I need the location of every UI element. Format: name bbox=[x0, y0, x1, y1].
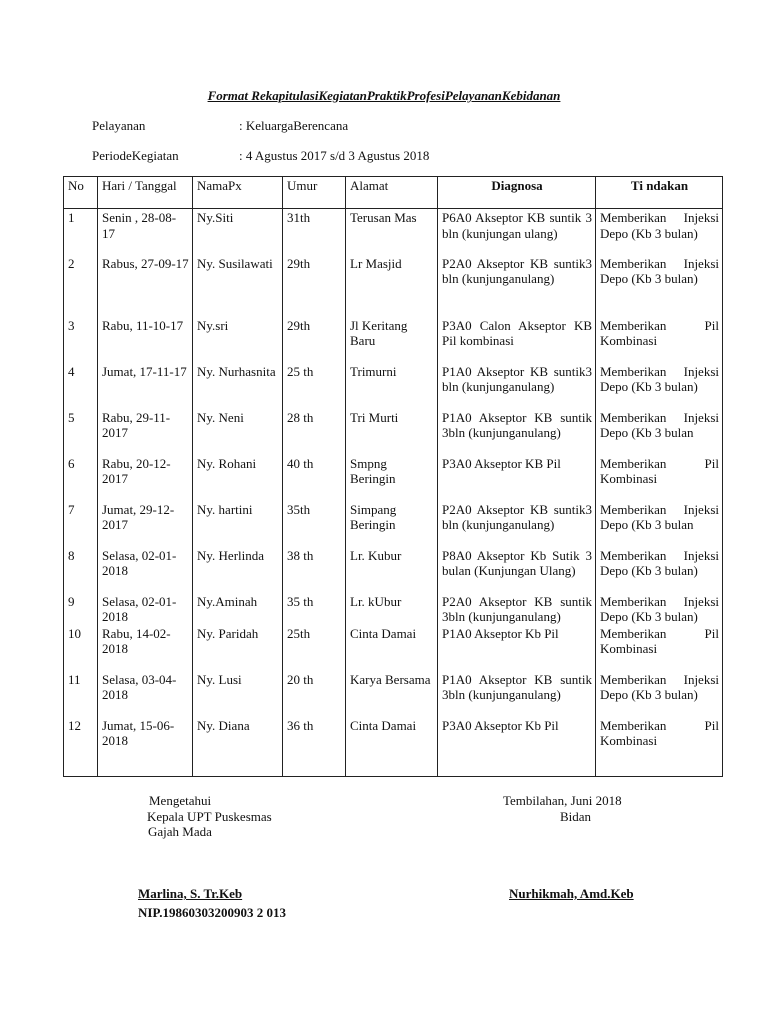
header-no: No bbox=[64, 177, 98, 209]
cell-nama: Ny. Nurhasnita bbox=[193, 363, 283, 409]
empty-cell bbox=[64, 763, 98, 777]
table-row bbox=[64, 455, 723, 501]
cell-tindakan: Memberikan Pil Kombinasi bbox=[596, 455, 723, 501]
header-diagnosa: Diagnosa bbox=[438, 177, 596, 209]
table-row bbox=[64, 625, 723, 671]
meta-label: PeriodeKegiatan bbox=[92, 148, 179, 163]
table-spacer-row bbox=[64, 763, 723, 777]
cell-tindakan: Memberikan Injeksi Depo (Kb 3 bulan) bbox=[596, 547, 723, 593]
meta-row-pelayanan bbox=[92, 118, 348, 134]
table-row bbox=[64, 593, 723, 625]
cell-diagnosa: P3A0 Akseptor KB Pil bbox=[438, 455, 596, 501]
signature-left-line: Kepala UPT Puskesmas bbox=[147, 808, 272, 824]
cell-no: 3 bbox=[64, 317, 98, 363]
table-row bbox=[64, 409, 723, 455]
cell-diagnosa: P8A0 Akseptor Kb Sutik 3 bulan (Kunjungan Ulang) bbox=[438, 547, 596, 593]
cell-nama: Ny. hartini bbox=[193, 501, 283, 547]
cell-tindakan: Memberikan Injeksi Depo (Kb 3 bulan) bbox=[596, 671, 723, 717]
cell-diagnosa: P3A0 Akseptor Kb Pil bbox=[438, 717, 596, 763]
cell-umur: 28 th bbox=[283, 409, 346, 455]
cell-hari-tanggal: Jumat, 29-12-2017 bbox=[98, 501, 193, 547]
cell-no: 5 bbox=[64, 409, 98, 455]
cell-umur: 35th bbox=[283, 501, 346, 547]
cell-nama: Ny. Lusi bbox=[193, 671, 283, 717]
cell-tindakan: Memberikan Injeksi Depo (Kb 3 bulan bbox=[596, 409, 723, 455]
cell-umur: 38 th bbox=[283, 547, 346, 593]
empty-cell bbox=[596, 763, 723, 777]
cell-hari-tanggal: Senin , 28-08-17 bbox=[98, 209, 193, 255]
cell-no: 4 bbox=[64, 363, 98, 409]
cell-tindakan: Memberikan Injeksi Depo (Kb 3 bulan) bbox=[596, 363, 723, 409]
table-header-row bbox=[64, 177, 723, 209]
signature-right-block bbox=[503, 793, 622, 824]
cell-tindakan: Memberikan Pil Kombinasi bbox=[596, 717, 723, 763]
cell-hari-tanggal: Rabus, 27-09-17 bbox=[98, 255, 193, 317]
cell-alamat: Jl Keritang Baru bbox=[346, 317, 438, 363]
cell-alamat: Lr Masjid bbox=[346, 255, 438, 317]
cell-tindakan: Memberikan Injeksi Depo (Kb 3 bulan) bbox=[596, 255, 723, 317]
cell-nama: Ny. Neni bbox=[193, 409, 283, 455]
cell-umur: 35 th bbox=[283, 593, 346, 625]
table-row bbox=[64, 501, 723, 547]
cell-no: 8 bbox=[64, 547, 98, 593]
cell-umur: 31th bbox=[283, 209, 346, 255]
cell-nama: Ny. Rohani bbox=[193, 455, 283, 501]
cell-alamat: Lr. kUbur bbox=[346, 593, 438, 625]
cell-alamat: Lr. Kubur bbox=[346, 547, 438, 593]
cell-tindakan: Memberikan Injeksi Depo (Kb 3 bulan) bbox=[596, 209, 723, 255]
table-row bbox=[64, 209, 723, 255]
signature-left-nip: NIP.19860303200903 2 013 bbox=[138, 905, 286, 920]
table-row bbox=[64, 317, 723, 363]
cell-nama: Ny. Susilawati bbox=[193, 255, 283, 317]
cell-nama: Ny. Diana bbox=[193, 717, 283, 763]
cell-nama: Ny. Herlinda bbox=[193, 547, 283, 593]
empty-cell bbox=[346, 763, 438, 777]
header-alamat: Alamat bbox=[346, 177, 438, 209]
cell-alamat: Cinta Damai bbox=[346, 625, 438, 671]
cell-hari-tanggal: Selasa, 02-01-2018 bbox=[98, 593, 193, 625]
cell-nama: Ny.sri bbox=[193, 317, 283, 363]
cell-nama: Ny. Paridah bbox=[193, 625, 283, 671]
table-row bbox=[64, 255, 723, 317]
cell-alamat: Karya Bersama bbox=[346, 671, 438, 717]
cell-alamat: Smpng Beringin bbox=[346, 455, 438, 501]
empty-cell bbox=[193, 763, 283, 777]
cell-diagnosa: P2A0 Akseptor KB suntik3 bln (kunjunganulang) bbox=[438, 501, 596, 547]
meta-label: Pelayanan bbox=[92, 118, 146, 133]
cell-hari-tanggal: Rabu, 11-10-17 bbox=[98, 317, 193, 363]
document-title: Format RekapitulasiKegiatanPraktikProfesiPelayananKebidanan bbox=[207, 88, 561, 103]
cell-umur: 40 th bbox=[283, 455, 346, 501]
cell-no: 2 bbox=[64, 255, 98, 317]
rekap-table bbox=[63, 176, 723, 777]
cell-alamat: Simpang Beringin bbox=[346, 501, 438, 547]
cell-hari-tanggal: Rabu, 20-12-2017 bbox=[98, 455, 193, 501]
cell-no: 10 bbox=[64, 625, 98, 671]
cell-alamat: Trimurni bbox=[346, 363, 438, 409]
cell-hari-tanggal: Selasa, 03-04-2018 bbox=[98, 671, 193, 717]
table-row bbox=[64, 363, 723, 409]
cell-umur: 29th bbox=[283, 255, 346, 317]
empty-cell bbox=[98, 763, 193, 777]
empty-cell bbox=[283, 763, 346, 777]
table-body bbox=[64, 209, 723, 777]
table-row bbox=[64, 547, 723, 593]
table-row bbox=[64, 717, 723, 763]
meta-value: : KeluargaBerencana bbox=[239, 118, 349, 133]
signature-right-place-date: Tembilahan, Juni 2018 bbox=[503, 793, 622, 808]
signature-left-block bbox=[149, 793, 272, 840]
cell-nama: Ny.Siti bbox=[193, 209, 283, 255]
cell-umur: 25 th bbox=[283, 363, 346, 409]
cell-hari-tanggal: Jumat, 17-11-17 bbox=[98, 363, 193, 409]
cell-umur: 29th bbox=[283, 317, 346, 363]
cell-hari-tanggal: Jumat, 15-06-2018 bbox=[98, 717, 193, 763]
cell-alamat: Terusan Mas bbox=[346, 209, 438, 255]
cell-tindakan: Memberikan Pil Kombinasi bbox=[596, 317, 723, 363]
cell-diagnosa: P1A0 Akseptor KB suntik3 bln (kunjunganulang) bbox=[438, 363, 596, 409]
cell-diagnosa: P1A0 Akseptor KB suntik 3bln (kunjunganulang) bbox=[438, 409, 596, 455]
meta-value: : 4 Agustus 2017 s/d 3 Agustus 2018 bbox=[239, 148, 430, 163]
cell-diagnosa: P3A0 Calon Akseptor KB Pil kombinasi bbox=[438, 317, 596, 363]
cell-nama: Ny.Aminah bbox=[193, 593, 283, 625]
signature-left-line: Gajah Mada bbox=[148, 824, 212, 839]
cell-no: 12 bbox=[64, 717, 98, 763]
cell-alamat: Cinta Damai bbox=[346, 717, 438, 763]
cell-diagnosa: P1A0 Akseptor KB suntik 3bln (kunjunganulang) bbox=[438, 671, 596, 717]
signature-left-name: Marlina, S. Tr.Keb bbox=[138, 886, 243, 901]
cell-hari-tanggal: Rabu, 14-02-2018 bbox=[98, 625, 193, 671]
cell-no: 11 bbox=[64, 671, 98, 717]
cell-diagnosa: P2A0 Akseptor KB suntik3 bln (kunjunganulang) bbox=[438, 255, 596, 317]
empty-cell bbox=[438, 763, 596, 777]
table-row bbox=[64, 671, 723, 717]
cell-no: 7 bbox=[64, 501, 98, 547]
header-nama: NamaPx bbox=[193, 177, 283, 209]
cell-no: 9 bbox=[64, 593, 98, 625]
header-tindakan: Ti ndakan bbox=[596, 177, 723, 209]
cell-alamat: Tri Murti bbox=[346, 409, 438, 455]
cell-hari-tanggal: Rabu, 29-11-2017 bbox=[98, 409, 193, 455]
signature-left-line: Mengetahui bbox=[149, 793, 212, 808]
signature-right-role: Bidan bbox=[560, 808, 592, 824]
header-hari-tanggal: Hari / Tanggal bbox=[98, 177, 193, 209]
cell-umur: 20 th bbox=[283, 671, 346, 717]
cell-diagnosa: P1A0 Akseptor Kb Pil bbox=[438, 625, 596, 671]
cell-tindakan: Memberikan Injeksi Depo (Kb 3 bulan bbox=[596, 501, 723, 547]
header-umur: Umur bbox=[283, 177, 346, 209]
cell-diagnosa: P6A0 Akseptor KB suntik 3 bln (kunjungan ulang) bbox=[438, 209, 596, 255]
cell-hari-tanggal: Selasa, 02-01-2018 bbox=[98, 547, 193, 593]
cell-no: 1 bbox=[64, 209, 98, 255]
cell-tindakan: Memberikan Pil Kombinasi bbox=[596, 625, 723, 671]
signature-right-name: Nurhikmah, Amd.Keb bbox=[509, 886, 634, 901]
cell-no: 6 bbox=[64, 455, 98, 501]
meta-row-periode bbox=[92, 148, 429, 164]
cell-tindakan: Memberikan Injeksi Depo (Kb 3 bulan) bbox=[596, 593, 723, 625]
cell-diagnosa: P2A0 Akseptor KB suntik 3bln (kunjunganulang) bbox=[438, 593, 596, 625]
cell-umur: 25th bbox=[283, 625, 346, 671]
cell-umur: 36 th bbox=[283, 717, 346, 763]
